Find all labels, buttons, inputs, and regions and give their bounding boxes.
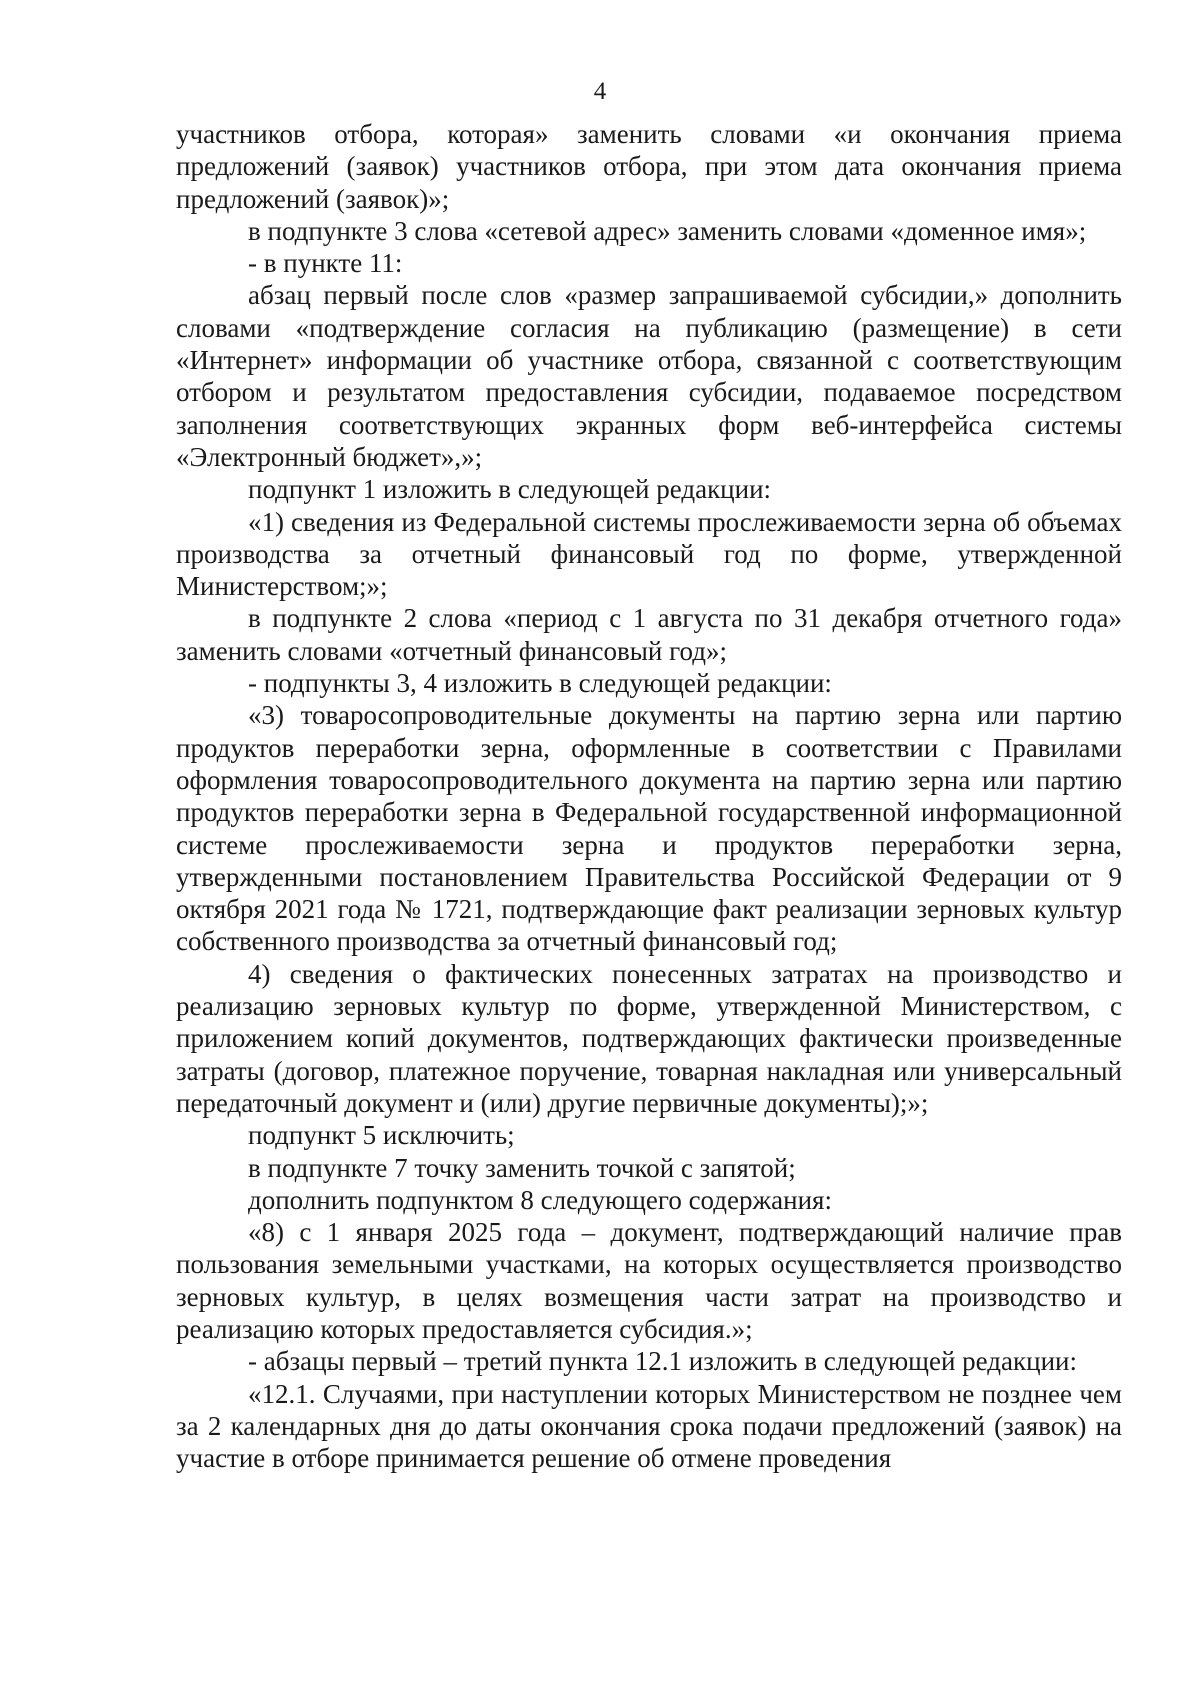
paragraph: - подпункты 3, 4 изложить в следующей редакции:: [248, 668, 832, 699]
paragraph: подпункт 5 исключить;: [248, 1120, 515, 1151]
paragraph: «12.1. Случаями, при наступлении которых Министерством не позднее чем за 2 календарных дня до даты окончания срока подачи предложений (заявок) на участие в отборе принимается решение об отмене проведения: [176, 1378, 1122, 1474]
paragraph: в подпункте 3 слова «сетевой адрес» заменить словами «доменное имя»;: [248, 215, 1087, 246]
paragraph: 4) сведения о фактических понесенных затратах на производство и реализацию зерновых культур по форме, утвержденной Министерством, с приложением копий документов, подтверждающих фактически произведенные затраты (договор, платежное поручение, товарная накладная или универсальный передаточный документ и (или) другие первичные документы);»;: [176, 958, 1122, 1118]
document-body: [176, 118, 1122, 1474]
page-number: 4: [593, 78, 607, 105]
paragraph: дополнить подпунктом 8 следующего содержания:: [248, 1184, 832, 1215]
paragraph: «8) с 1 января 2025 года – документ, подтверждающий наличие прав пользования земельными участками, на которых осуществляется производство зерновых культур, в целях возмещения части затрат на производство и реализацию которых предоставляется субсидия.»;: [176, 1217, 1122, 1344]
paragraph: в подпункте 7 точку заменить точкой с запятой;: [248, 1152, 796, 1183]
paragraph: - абзацы первый – третий пункта 12.1 изложить в следующей редакции:: [248, 1346, 1077, 1377]
paragraph: в подпункте 2 слова «период с 1 августа по 31 декабря отчетного года» заменить словами «отчетный финансовый год»;: [176, 603, 1122, 666]
paragraph: «3) товаросопроводительные документы на партию зерна или партию продуктов переработки зерна, оформленные в соответствии с Правилами оформления товаросопроводительного документа на партию зерна или партию продуктов переработки зерна в Федеральной государственной информационной системе прослеживаемости зерна и продуктов переработки зерна, утвержденными постановлением Правительства Российской Федерации от 9 октября 2021 года № 1721, подтверждающие факт реализации зерновых культур собственного производства за отчетный финансовый год;: [176, 700, 1122, 957]
paragraph: «1) сведения из Федеральной системы прослеживаемости зерна об объемах производства за отчетный финансовый год по форме, утвержденной Министерством;»;: [176, 506, 1122, 602]
paragraph: - в пункте 11:: [248, 248, 403, 279]
paragraph: участников отбора, которая» заменить словами «и окончания приема предложений (заявок) участников отбора, при этом дата окончания приема предложений (заявок)»;: [176, 119, 1122, 214]
paragraph: абзац первый после слов «размер запрашиваемой субсидии,» дополнить словами «подтверждение согласия на публикацию (размещение) в сети «Интернет» информации об участнике отбора, связанной с соответствующим отбором и результатом предоставления субсидии, подаваемое посредством заполнения соответствующих экранных форм веб-интерфейса системы «Электронный бюджет»,»;: [176, 280, 1122, 472]
paragraph: подпункт 1 изложить в следующей редакции:: [248, 474, 772, 505]
